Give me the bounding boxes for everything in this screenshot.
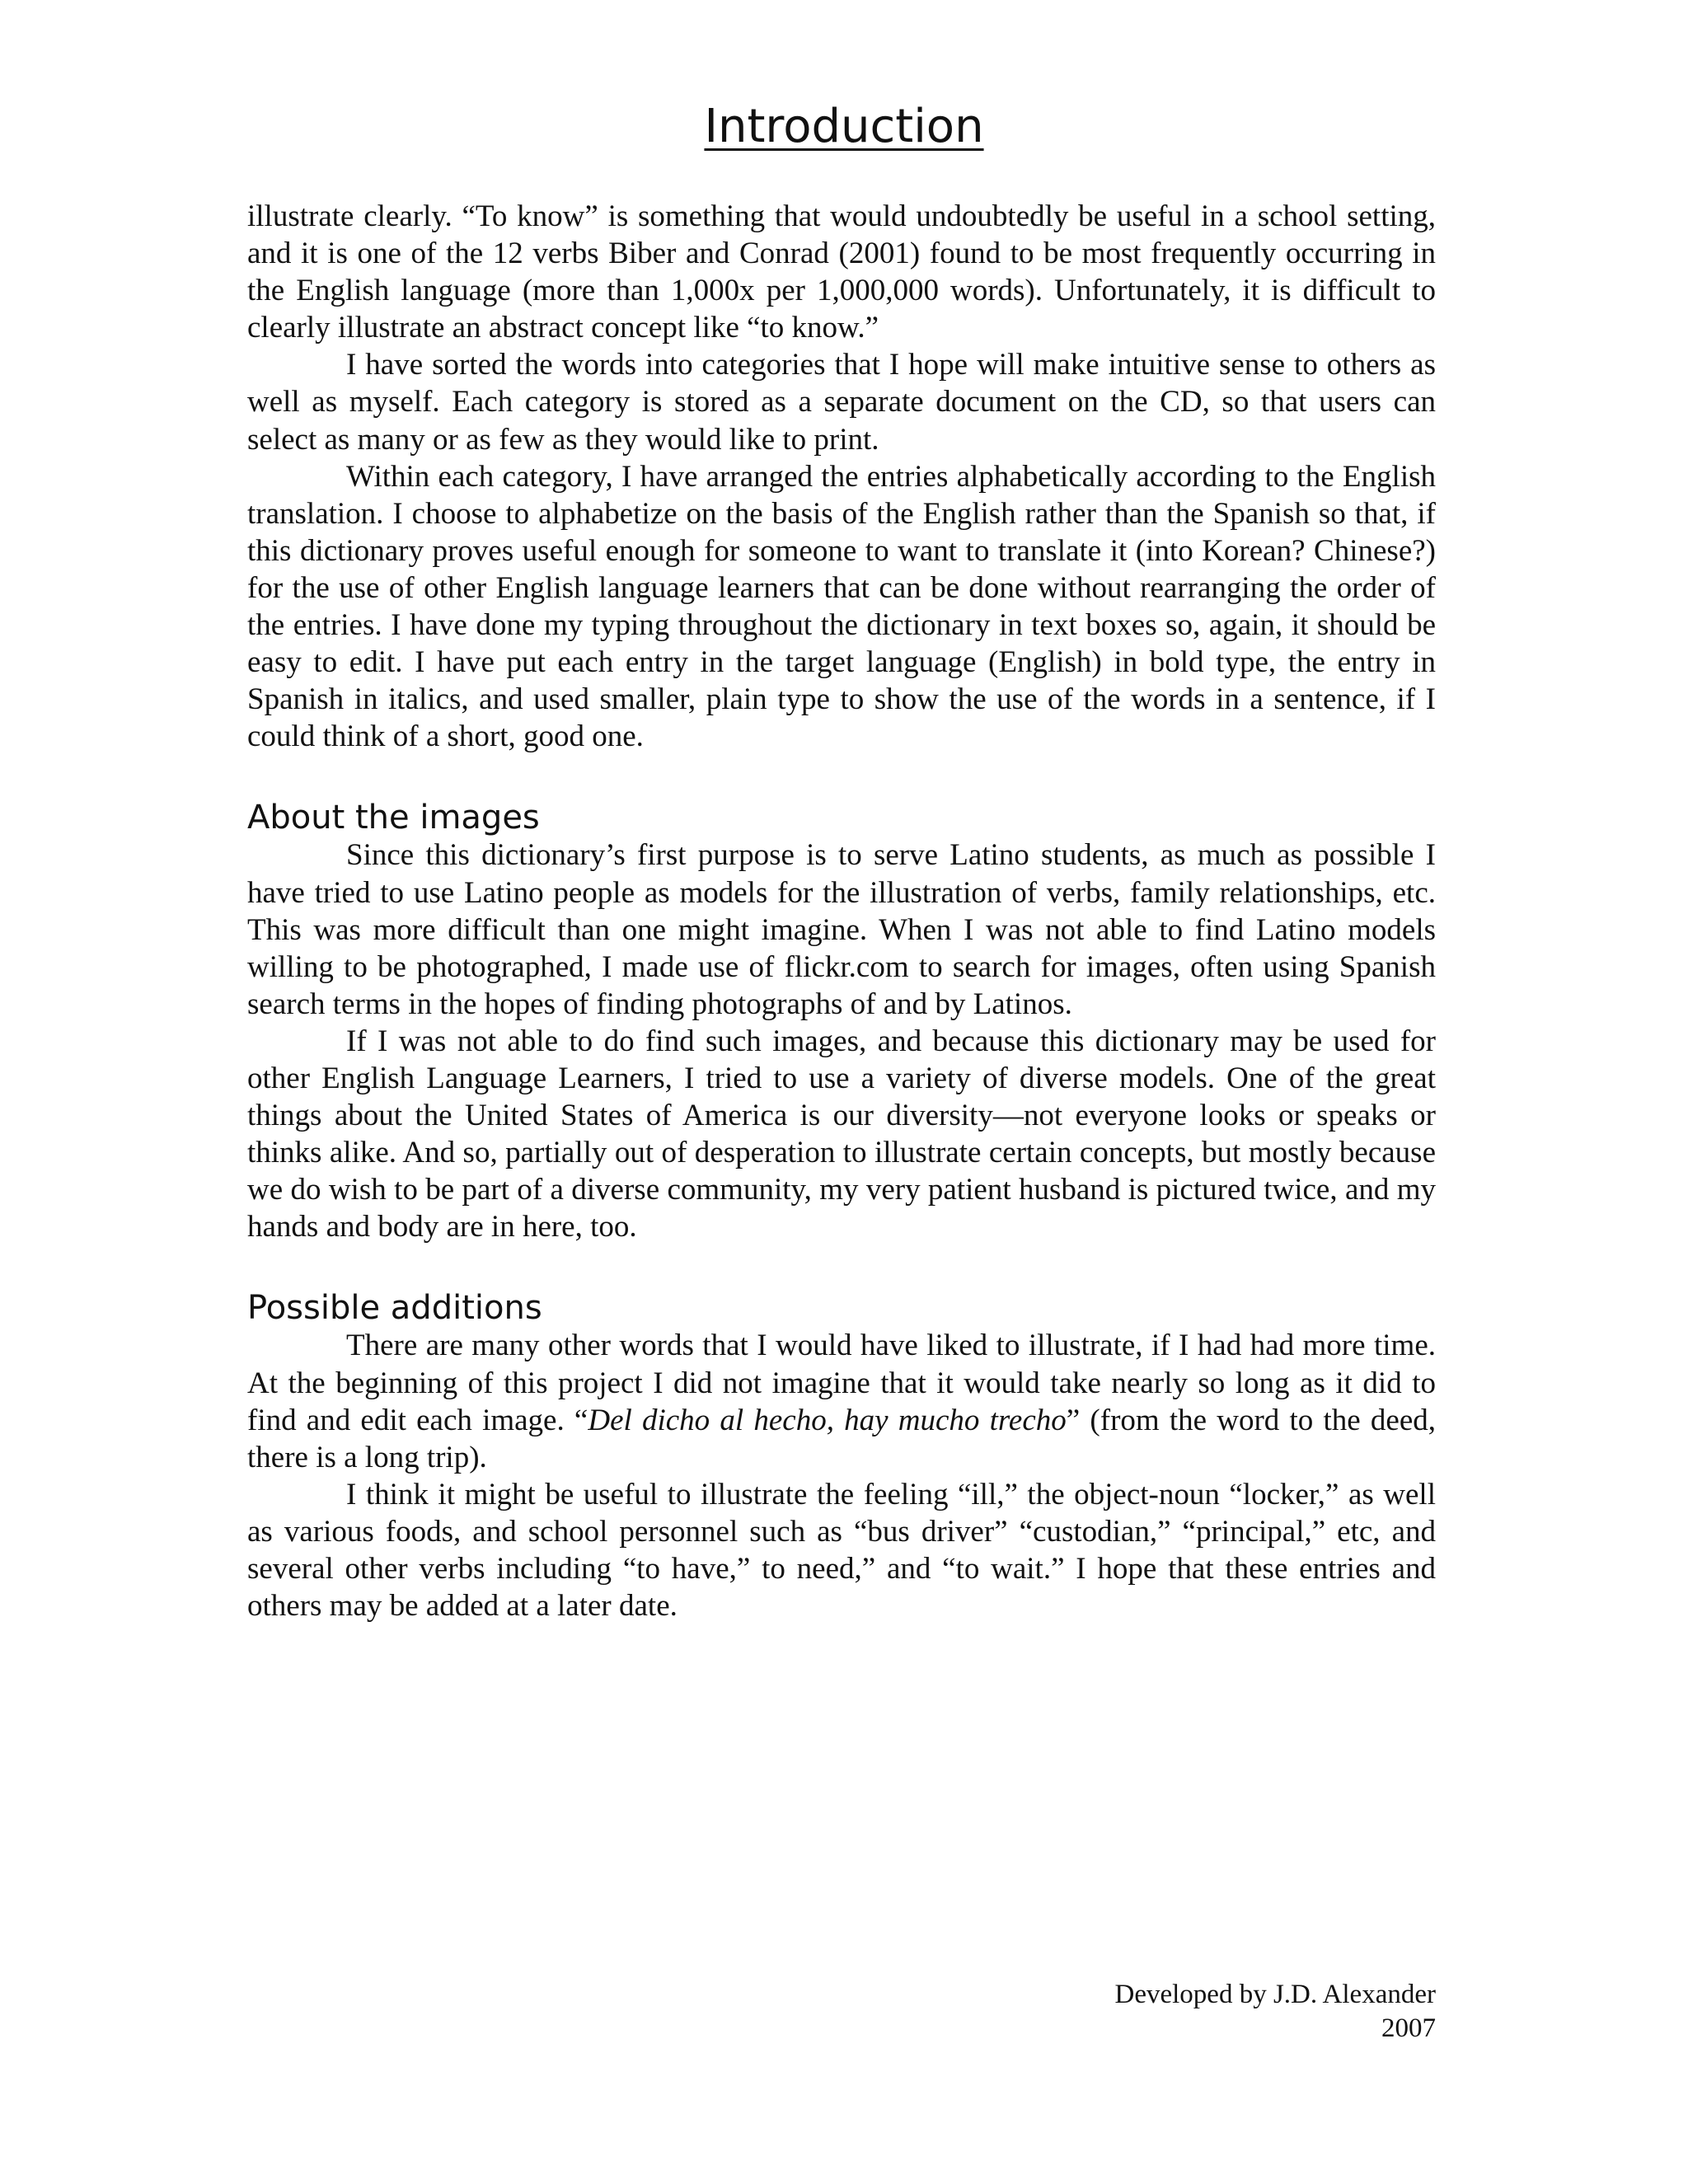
intro-paragraph-1: illustrate clearly. “To know” is something that would undoubtedly be useful in a school setting, and it is one of the 12 verbs Biber and Conrad (2001) found to be most frequently occurring in the English language (more than 1,000x per 1,000,000 words). Unfortunately, it is difficult to clearly illustrate an abstract concept like “to know.” <box>247 199 1436 345</box>
section-heading-additions: Possible additions <box>247 1289 542 1328</box>
intro-paragraph-3: Within each category, I have arranged the entries alphabetically according to the English translation. I choose to alphabetize on the basis of the English rather than the Spanish so that, if this dictionary proves useful enough for someone to want to translate it (into Korean? Chinese?) for the use of other English language learners that can be done without rearranging the order of the entries. I have done my typing throughout the dictionary in text boxes so, again, it should be easy to edit. I have put each entry in the target language (English) in bold type, the entry in Spanish in italics, and used smaller, plain type to show the use of the words in a sentence, if I could think of a short, good one. <box>247 459 1436 754</box>
section-heading-images: About the images <box>247 799 540 837</box>
intro-paragraph-2: I have sorted the words into categories that I hope will make intuitive sense to others as well as myself. Each category is stored as a separate document on the CD, so that users can select as many or as few as they would like to print. <box>247 348 1436 457</box>
additions-paragraph-2: I think it might be useful to illustrate the feeling “ill,” the object-noun “locker,” as well as various foods, and school personnel such as “bus driver” “custodian,” “principal,” etc, and several other verbs including “to have,” to need,” and “to wait.” I hope that these entries and others may be added at a later date. <box>247 1477 1436 1624</box>
additions-text-end: ” (from the word to the deed, there is a long trip). <box>247 1403 1436 1474</box>
images-paragraph-1: Since this dictionary’s first purpose is to serve Latino students, as much as possible I have tried to use Latino people as models for the illustration of verbs, family relationships, etc. This was more difficult than one might imagine. When I was not able to find Latino models willing to be photographed, I made use of flickr.com to search for images, often using Spanish search terms in the hopes of finding photographs of and by Latinos. <box>247 838 1436 1021</box>
footer-year: 2007 <box>1381 2013 1436 2043</box>
footer-credit <box>1115 1978 1436 2046</box>
additions-paragraph-1 <box>247 1327 1436 1475</box>
footer-author: Developed by J.D. Alexander <box>1114 1980 1436 2009</box>
additions-text-start: There are many other words that I would have liked to illustrate, if I had had more time. At the beginning of this project I did not imagine that it would take nearly so long as it did to find and edit each image. “ <box>247 1329 1436 1437</box>
document-body <box>247 198 1436 1624</box>
images-paragraph-2: If I was not able to do find such images, and because this dictionary may be used for other English Language Learners, I tried to use a variety of diverse models. One of the great things about the United States of America is our diversity—not everyone looks or speaks or thinks alike. And so, partially out of desperation to illustrate certain concepts, but mostly because we do wish to be part of a diverse community, my very patient husband is pictured twice, and my hands and body are in here, too. <box>247 1024 1436 1244</box>
spanish-proverb: Del dicho al hecho, hay mucho trecho <box>588 1403 1067 1437</box>
page-title: Introduction <box>704 100 984 153</box>
